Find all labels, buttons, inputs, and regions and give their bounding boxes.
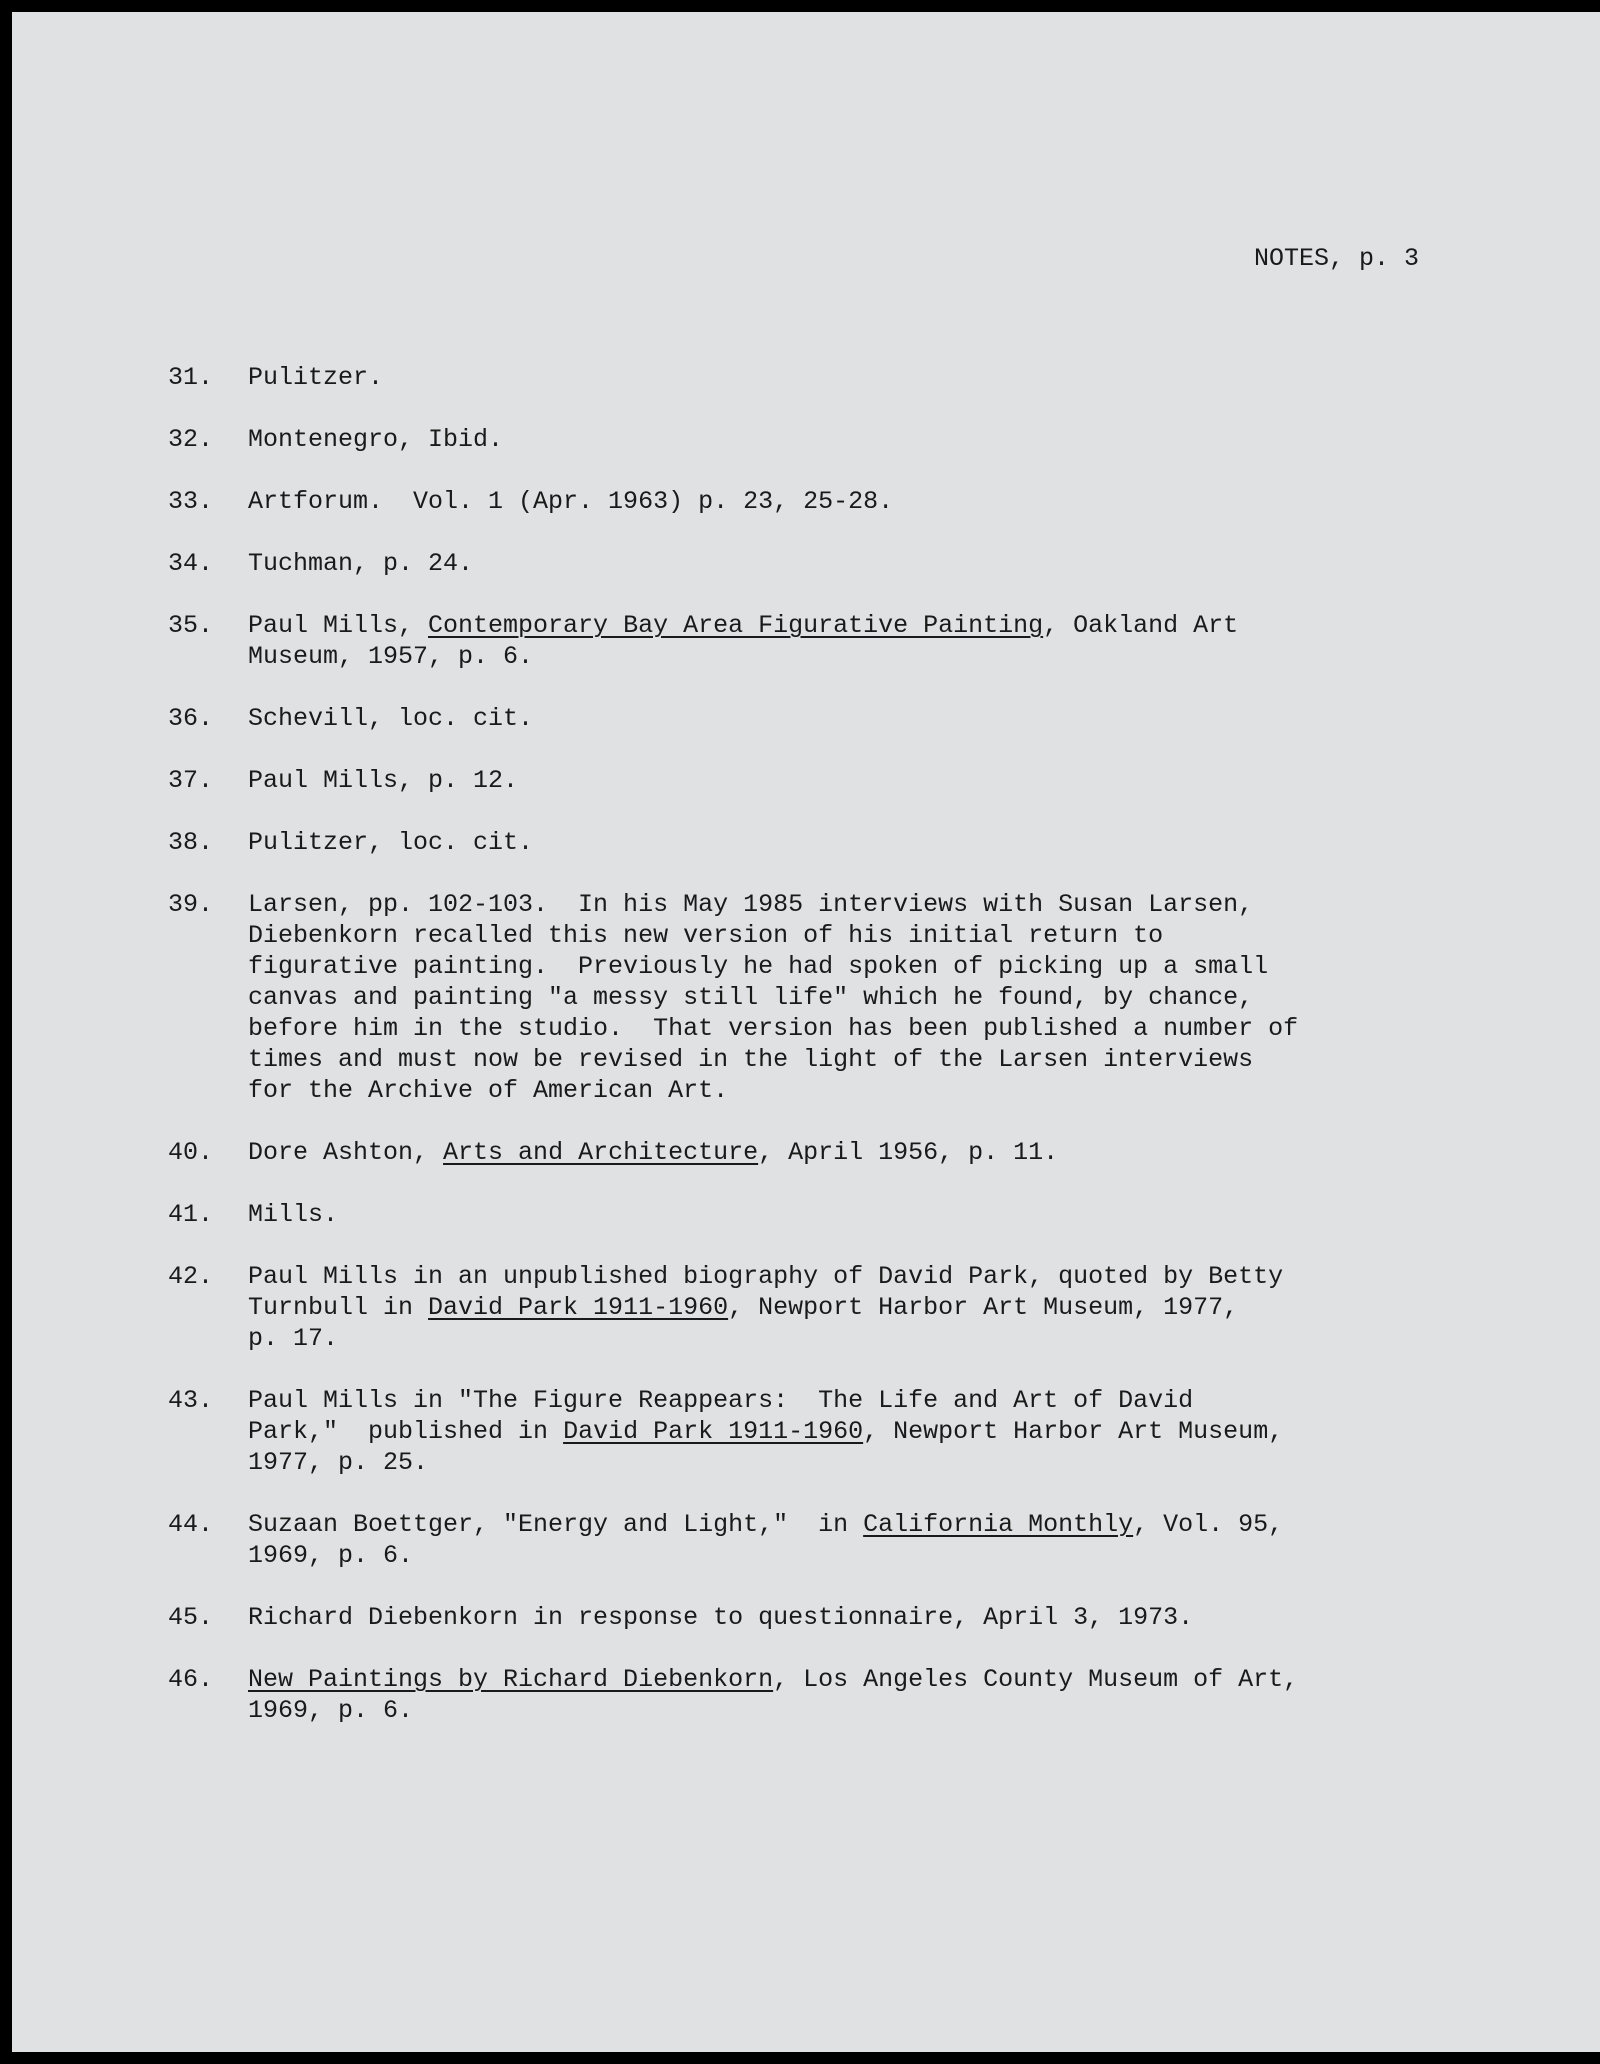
note-segment: Diebenkorn recalled this new version of his initial return to	[248, 921, 1164, 950]
note-number: 41.	[168, 1200, 214, 1229]
note-line	[248, 827, 1468, 858]
note-title-underlined: New Paintings by Richard Diebenkorn	[248, 1665, 774, 1694]
note-text	[248, 1602, 1468, 1633]
note-line	[248, 1664, 1468, 1695]
note-line	[248, 362, 1468, 393]
note-number: 31.	[168, 363, 214, 392]
note-line	[248, 641, 1468, 672]
note-text	[248, 1509, 1468, 1571]
note-line	[248, 1447, 1468, 1478]
note-line	[248, 951, 1468, 982]
note-segment: Schevill, loc. cit.	[248, 704, 534, 733]
note-segment: Turnbull in	[248, 1293, 429, 1322]
note-item	[168, 362, 1468, 393]
note-number: 35.	[168, 611, 214, 640]
note-number: 43.	[168, 1386, 214, 1415]
note-line	[248, 1075, 1468, 1106]
note-line	[248, 765, 1468, 796]
notes-list	[168, 362, 1468, 1757]
note-number: 40.	[168, 1138, 214, 1167]
note-item	[168, 827, 1468, 858]
note-line	[248, 1137, 1468, 1168]
note-segment: 1969, p. 6.	[248, 1541, 414, 1570]
note-line	[248, 703, 1468, 734]
note-segment: p. 17.	[248, 1324, 339, 1353]
note-segment: Museum, 1957, p. 6.	[248, 642, 534, 671]
note-segment: Paul Mills, p. 12.	[248, 766, 519, 795]
note-item	[168, 703, 1468, 734]
note-number: 45.	[168, 1603, 214, 1632]
note-number: 38.	[168, 828, 214, 857]
note-number: 42.	[168, 1262, 214, 1291]
note-text	[248, 486, 1468, 517]
note-number: 34.	[168, 549, 214, 578]
note-text	[248, 548, 1468, 579]
page-header: NOTES, p. 3	[1254, 244, 1420, 273]
note-line	[248, 1199, 1468, 1230]
note-segment: Pulitzer, loc. cit.	[248, 828, 534, 857]
note-segment: Artforum. Vol. 1 (Apr. 1963) p. 23, 25-28.	[248, 487, 894, 516]
note-line	[248, 1540, 1468, 1571]
note-text	[248, 1385, 1468, 1478]
note-item	[168, 1509, 1468, 1571]
note-text	[248, 827, 1468, 858]
note-segment: Larsen, pp. 102-103. In his May 1985 interviews with Susan Larsen,	[248, 890, 1254, 919]
note-line	[248, 1261, 1468, 1292]
note-line	[248, 1044, 1468, 1075]
note-title-underlined: Arts and Architecture	[443, 1138, 759, 1167]
note-segment: Paul Mills in "The Figure Reappears: The Life and Art of David	[248, 1386, 1194, 1415]
note-number: 44.	[168, 1510, 214, 1539]
note-item	[168, 1664, 1468, 1726]
note-line	[248, 1509, 1468, 1540]
note-text	[248, 1664, 1468, 1726]
note-line	[248, 1385, 1468, 1416]
note-number: 32.	[168, 425, 214, 454]
note-segment: , Vol. 95,	[1133, 1510, 1284, 1539]
note-line	[248, 610, 1468, 641]
note-segment: times and must now be revised in the light of the Larsen interviews	[248, 1045, 1254, 1074]
note-text	[248, 610, 1468, 672]
note-segment: Dore Ashton,	[248, 1138, 444, 1167]
note-line	[248, 424, 1468, 455]
note-segment: Pulitzer.	[248, 363, 384, 392]
note-text	[248, 703, 1468, 734]
note-number: 36.	[168, 704, 214, 733]
note-line	[248, 1695, 1468, 1726]
note-text	[248, 362, 1468, 393]
note-item	[168, 1602, 1468, 1633]
note-title-underlined: David Park 1911-1960	[563, 1417, 864, 1446]
note-number: 33.	[168, 487, 214, 516]
note-text	[248, 1199, 1468, 1230]
note-segment: 1977, p. 25.	[248, 1448, 429, 1477]
note-segment: for the Archive of American Art.	[248, 1076, 729, 1105]
note-segment: Park," published in	[248, 1417, 564, 1446]
note-line	[248, 1013, 1468, 1044]
note-line	[248, 1323, 1468, 1354]
note-text	[248, 889, 1468, 1106]
note-segment: Tuchman, p. 24.	[248, 549, 474, 578]
note-item	[168, 765, 1468, 796]
note-line	[248, 1416, 1468, 1447]
note-text	[248, 1261, 1468, 1354]
note-segment: Paul Mills in an unpublished biography of David Park, quoted by Betty	[248, 1262, 1284, 1291]
note-number: 46.	[168, 1665, 214, 1694]
note-text	[248, 424, 1468, 455]
note-item	[168, 486, 1468, 517]
note-text	[248, 765, 1468, 796]
note-segment: , Newport Harbor Art Museum,	[863, 1417, 1284, 1446]
note-segment: canvas and painting "a messy still life" which he found, by chance,	[248, 983, 1254, 1012]
note-text	[248, 1137, 1468, 1168]
note-line	[248, 548, 1468, 579]
note-segment: , Newport Harbor Art Museum, 1977,	[728, 1293, 1239, 1322]
note-number: 37.	[168, 766, 214, 795]
note-segment: , Los Angeles County Museum of Art,	[773, 1665, 1299, 1694]
note-segment: , April 1956, p. 11.	[758, 1138, 1059, 1167]
note-line	[248, 1292, 1468, 1323]
note-segment: before him in the studio. That version has been published a number of	[248, 1014, 1299, 1043]
note-item	[168, 548, 1468, 579]
note-segment: figurative painting. Previously he had spoken of picking up a small	[248, 952, 1269, 981]
note-item	[168, 1199, 1468, 1230]
note-item	[168, 1261, 1468, 1354]
note-segment: Paul Mills,	[248, 611, 429, 640]
note-number: 39.	[168, 890, 214, 919]
note-item	[168, 610, 1468, 672]
note-title-underlined: Contemporary Bay Area Figurative Painting	[428, 611, 1044, 640]
note-segment: Mills.	[248, 1200, 339, 1229]
note-item	[168, 889, 1468, 1106]
document-page	[12, 12, 1600, 2052]
note-line	[248, 982, 1468, 1013]
note-segment: , Oakland Art	[1043, 611, 1239, 640]
note-line	[248, 889, 1468, 920]
note-item	[168, 1385, 1468, 1478]
note-segment: Suzaan Boettger, "Energy and Light," in	[248, 1510, 864, 1539]
note-item	[168, 424, 1468, 455]
note-segment: 1969, p. 6.	[248, 1696, 414, 1725]
note-segment: Richard Diebenkorn in response to questionnaire, April 3, 1973.	[248, 1603, 1194, 1632]
note-segment: Montenegro, Ibid.	[248, 425, 504, 454]
note-line	[248, 920, 1468, 951]
note-title-underlined: California Monthly	[863, 1510, 1134, 1539]
note-title-underlined: David Park 1911-1960	[428, 1293, 729, 1322]
note-item	[168, 1137, 1468, 1168]
note-line	[248, 1602, 1468, 1633]
note-line	[248, 486, 1468, 517]
